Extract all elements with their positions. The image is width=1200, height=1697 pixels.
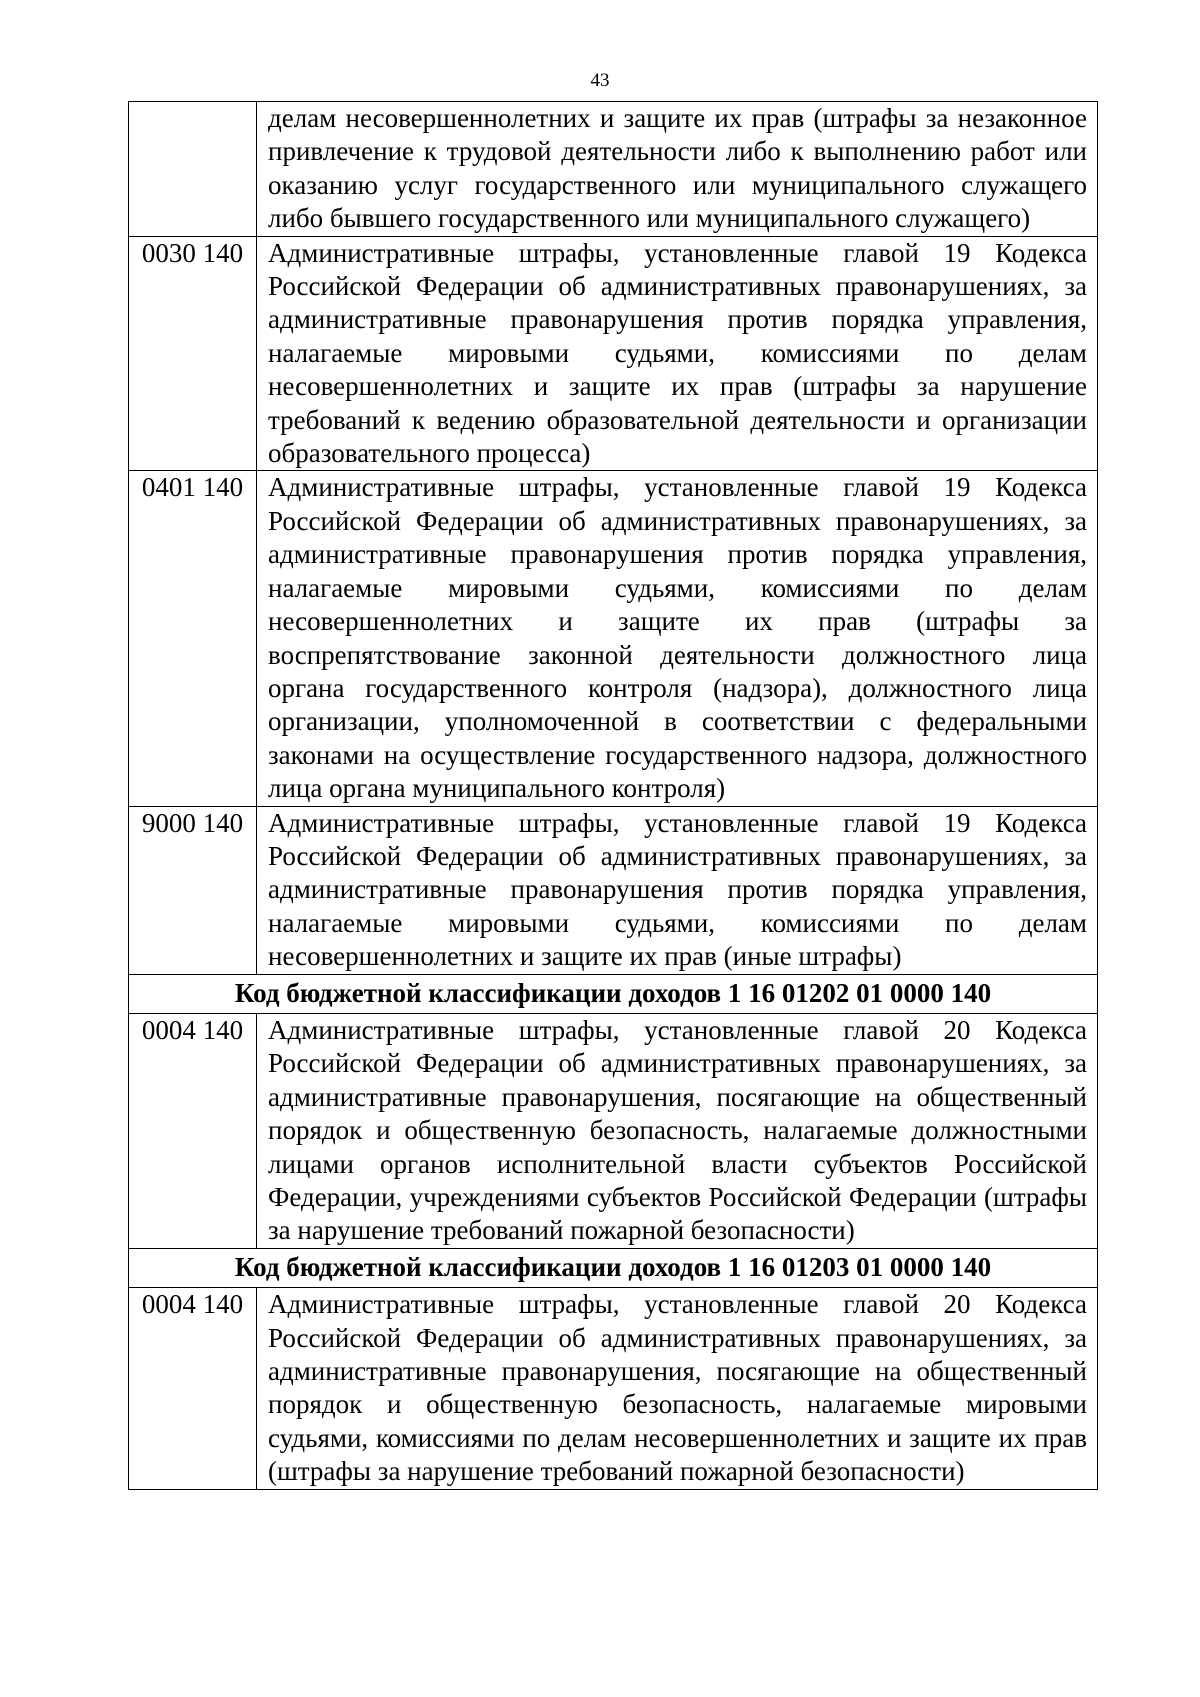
section-header: Код бюджетной классификации доходов 1 16 01202 01 0000 140 xyxy=(129,974,1098,1013)
code-cell: 0401 140 xyxy=(129,471,257,806)
table-row xyxy=(129,1288,1098,1489)
budget-classification-table xyxy=(128,101,1098,1490)
table-row xyxy=(129,236,1098,471)
description-cell: Административные штрафы, установленные главой 20 Кодекса Российской Федерации об административных правонарушениях, за административные правонарушения, посягающие на общественный порядок и общественную безопасность, налагаемые мировыми судьями, комиссиями по делам несовершеннолетних и защите их прав (штрафы за нарушение требований пожарной безопасности) xyxy=(257,1288,1098,1489)
description-cell: Административные штрафы, установленные главой 20 Кодекса Российской Федерации об административных правонарушениях, за административные правонарушения, посягающие на общественный порядок и общественную безопасность, налагаемые должностными лицами органов исполнительной власти субъектов Российской Федерации, учреждениями субъектов Российской Федерации (штрафы за нарушение требований пожарной безопасности) xyxy=(257,1013,1098,1248)
code-cell: 0004 140 xyxy=(129,1013,257,1248)
section-header-row xyxy=(129,974,1098,1013)
section-header-row xyxy=(129,1248,1098,1287)
table-row xyxy=(129,102,1098,237)
code-cell: 0030 140 xyxy=(129,236,257,471)
page-number: 43 xyxy=(590,70,610,91)
description-cell: Административные штрафы, установленные главой 19 Кодекса Российской Федерации об административных правонарушениях, за административные правонарушения против порядка управления, налагаемые мировыми судьями, комиссиями по делам несовершеннолетних и защите их прав (иные штрафы) xyxy=(257,806,1098,974)
table-row xyxy=(129,1013,1098,1248)
section-header: Код бюджетной классификации доходов 1 16 01203 01 0000 140 xyxy=(129,1248,1098,1287)
table-row xyxy=(129,471,1098,806)
code-cell xyxy=(129,102,257,237)
description-cell: Административные штрафы, установленные главой 19 Кодекса Российской Федерации об административных правонарушениях, за административные правонарушения против порядка управления, налагаемые мировыми судьями, комиссиями по делам несовершеннолетних и защите их прав (штрафы за воспрепятствование законной деятельности должностного лица органа государственного контроля (надзора), должностного лица организации, уполномоченной в соответствии с федеральными законами на осуществление государственного надзора, должностного лица органа муниципального контроля) xyxy=(257,471,1098,806)
table-row xyxy=(129,806,1098,974)
code-cell: 9000 140 xyxy=(129,806,257,974)
description-cell: делам несовершеннолетних и защите их прав (штрафы за незаконное привлечение к трудовой деятельности либо к выполнению работ или оказанию услуг государственного или муниципального служащего либо бывшего государственного или муниципального служащего) xyxy=(257,102,1098,237)
description-cell: Административные штрафы, установленные главой 19 Кодекса Российской Федерации об административных правонарушениях, за административные правонарушения против порядка управления, налагаемые мировыми судьями, комиссиями по делам несовершеннолетних и защите их прав (штрафы за нарушение требований к ведению образовательной деятельности и организации образовательного процесса) xyxy=(257,236,1098,471)
code-cell: 0004 140 xyxy=(129,1288,257,1489)
